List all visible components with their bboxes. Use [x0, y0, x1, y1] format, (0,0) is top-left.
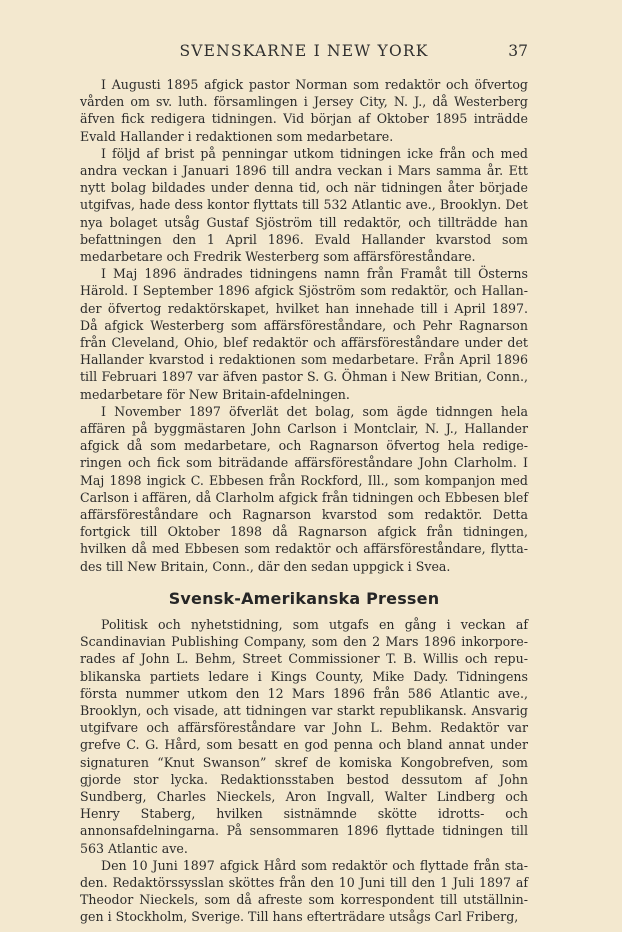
paragraph: Politisk och nyhetstidning, som utgafs en gång i veckan af Scandinavian Publishing Company, som den 2 Mars 1896 inkorporerades af John L. Behm, Street Commissioner T. B. Willis och republikanska partiets ledare i Kings County, Mike Dady. Tidningens första nummer utkom den 12 Mars 1896 från 586 Atlantic ave., Brooklyn, och visade, att tidningen var starkt republikansk. Ansvarig utgifvare och affärsföreståndare var John L. Behm. Redaktör var grefve C. G. Hård, som besatt en god penna och bland annat under signaturen “Knut Swanson” skref de komiska Kongobrefven, som gjorde stor lycka. Redaktionsstaben bestod dessutom af John Sundberg, Charles Nieckels, Aron Ingvall, Walter Lindberg och Henry Staberg, hvilken sistnämnde skötte idrotts- och annonsafdelningarna. På sensommaren 1896 flyttade tidningen till 563 Atlantic ave. [80, 616, 528, 856]
running-head [80, 42, 528, 64]
paragraph: I Augusti 1895 afgick pastor Norman som redaktör och öfvertog vården om sv. luth. församlingen i Jersey City, N. J., då Westerberg äfven fick redigera tidningen. Vid början af Oktober 1895 inträdde Evald Hallander i redaktionen som medarbetare. [80, 77, 528, 144]
paragraph: I Maj 1896 ändrades tidningens namn från Framåt till Österns Härold. I September 1896 afgick Sjöström som redaktör, och Hallander öfvertog redaktörskapet, hvilket han innehade till i April 1897. Då afgick Westerberg som affärsföreståndare, och Pehr Ragnarson från Cleveland, Ohio, blef redaktör och affärsföreståndare under det Hallander kvarstod i redaktionen som medarbetare. Från April 1896 till Februari 1897 var äfven pastor S. G. Öhman i New Britian, Conn., medarbetare för New Britain-afdelningen. [80, 266, 528, 402]
page-number: 37 [508, 42, 528, 60]
paragraph: I följd af brist på penningar utkom tidningen icke från och med andra veckan i Januari 1896 till andra veckan i Mars samma år. Ett nytt bolag bildades under denna tid, och när tidningen åter började utgifvas, hade dess kontor flyttats till 532 Atlantic ave., Brooklyn. Det nya bolaget utsåg Gustaf Sjöström till redaktör, och tillträdde han befattningen den 1 April 1896. Evald Hallander kvarstod som medarbetare och Fredrik Westerberg som affärsföreståndare. [80, 145, 528, 265]
paragraph: Den 10 Juni 1897 afgick Hård som redaktör och flyttade från staden. Redaktörssysslan sköttes från den 10 Juni till den 1 Juli 1897 af Theodor Nieckels, som då afreste som korrespondent till utställningen i Stockholm, Sverige. Till hans efterträdare utsågs Carl Friberg, [80, 857, 528, 925]
body-text [80, 76, 528, 926]
paragraph: I November 1897 öfverlät det bolag, som ägde tidnngen hela affären på byggmästaren John Carlson i Montclair, N. J., Hallander afgick då som medarbetare, och Ragnarson öfvertog hela redigeringen och fick som biträdande affärsföreståndare John Clarholm. I Maj 1898 ingick C. Ebbesen från Rockford, Ill., som kompanjon med Carlson i affären, då Clarholm afgick från tidningen och Ebbesen blef affärsföreståndare och Ragnarson kvarstod som redaktör. Detta fortgick till Oktober 1898 då Ragnarson afgick från tidningen, hvilken då med Ebbesen som redaktör och affärsföreståndare, flyttades till New Britain, Conn., där den sedan uppgick i Svea. [80, 403, 528, 574]
running-title: SVENSKARNE I NEW YORK [179, 42, 429, 60]
section-heading: Svensk-Amerikanska Pressen [168, 588, 440, 608]
